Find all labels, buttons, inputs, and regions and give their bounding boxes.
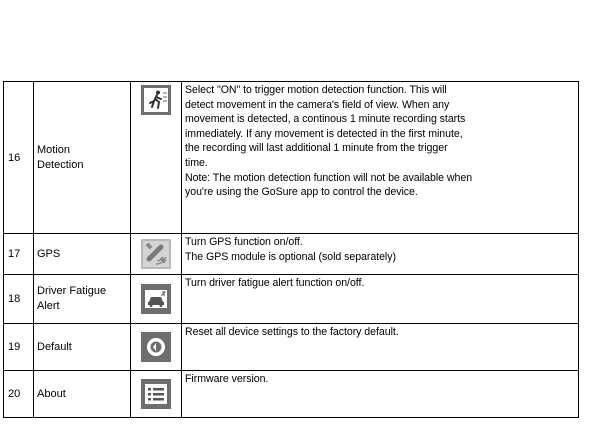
row-number: 17	[4, 234, 34, 275]
setting-description	[182, 275, 579, 324]
setting-name: GPS	[34, 234, 131, 275]
description-line: Turn driver fatigue alert function on/off.	[185, 277, 365, 289]
description-line: movement is detected, a continous 1 minute recording starts	[185, 113, 466, 126]
about-list-icon	[141, 379, 171, 409]
table-row	[4, 275, 579, 324]
description-line: Select "ON" to trigger motion detection function. This will	[185, 84, 447, 96]
reset-default-icon	[141, 332, 171, 362]
table-row	[4, 82, 579, 234]
table-row	[4, 234, 579, 275]
description-line: Reset all device settings to the factory default.	[185, 326, 399, 338]
setting-description	[182, 371, 579, 418]
description-line: The GPS module is optional (sold separately)	[185, 250, 396, 263]
description-line: time.	[185, 156, 208, 169]
table-row	[4, 324, 579, 371]
row-number: 20	[4, 371, 34, 418]
setting-description	[182, 324, 579, 371]
description-line: Firmware version.	[185, 373, 269, 385]
description-line: the recording will last additional 1 minute from the trigger	[185, 142, 448, 155]
motion-detection-icon	[141, 85, 171, 115]
setting-description	[182, 82, 579, 234]
description-line: you're using the GoSure app to control the device.	[185, 186, 418, 199]
row-number: 16	[4, 82, 34, 234]
setting-name: Default	[34, 324, 131, 371]
description-line: Turn GPS function on/off.	[185, 236, 303, 248]
table-row	[4, 371, 579, 418]
description-line: Note: The motion detection function will not be available when	[185, 171, 473, 184]
settings-table	[3, 81, 579, 418]
setting-description	[182, 234, 579, 275]
description-line: immediately. If any movement is detected in the first minute,	[185, 127, 463, 140]
setting-name: Driver Fatigue Alert	[34, 275, 131, 324]
gps-satellite-icon	[141, 239, 171, 269]
description-line: detect movement in the camera's field of view. When any	[185, 98, 450, 111]
row-number: 19	[4, 324, 34, 371]
driver-fatigue-icon	[141, 284, 171, 314]
setting-name: About	[34, 371, 131, 418]
setting-name: Motion Detection	[34, 82, 131, 234]
row-number: 18	[4, 275, 34, 324]
